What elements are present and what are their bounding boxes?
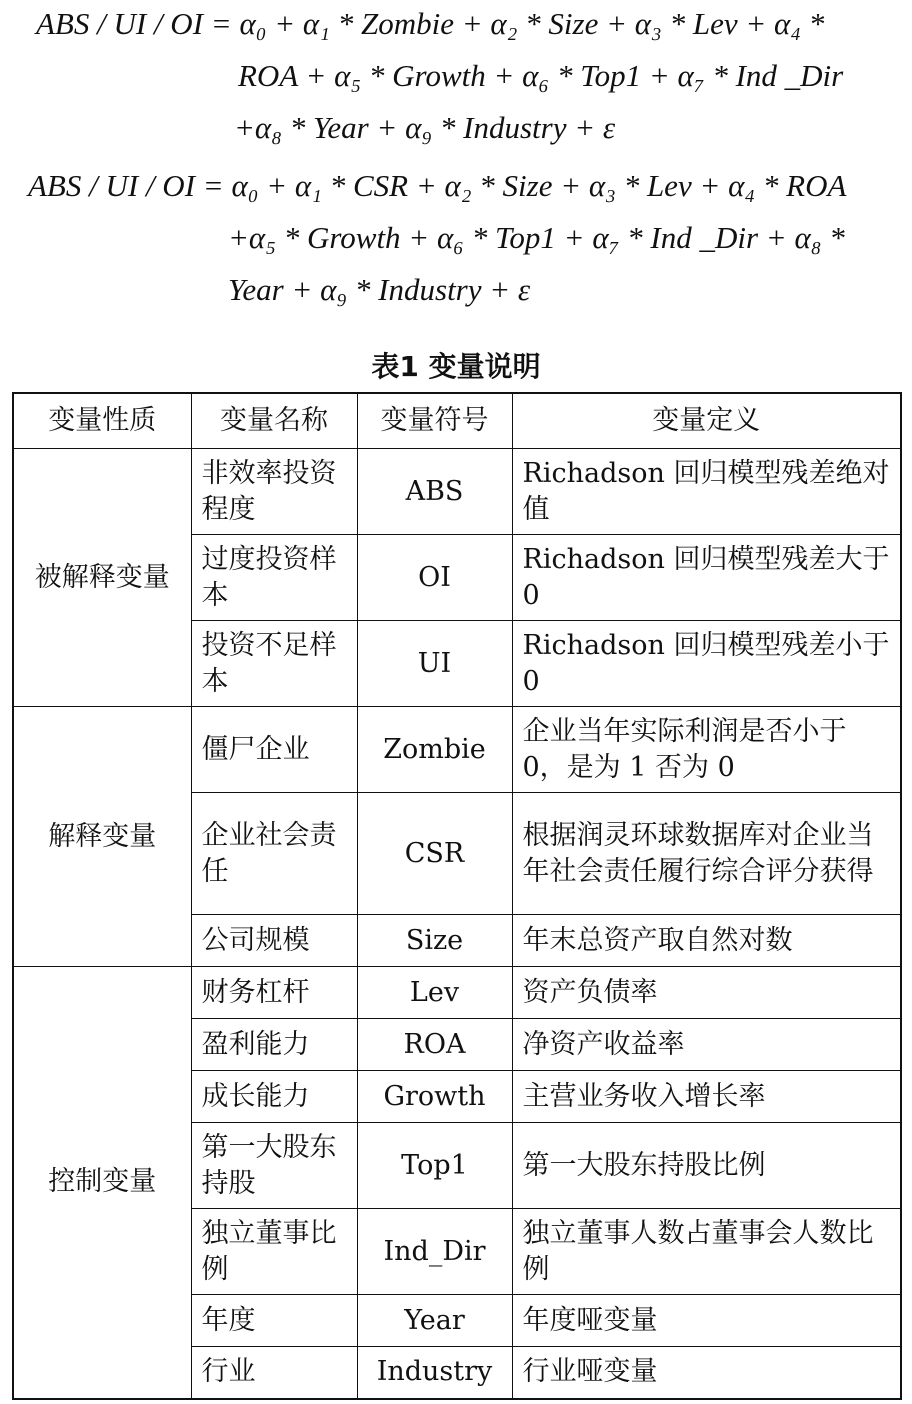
variable-name-cell: 财务杠杆 (191, 967, 357, 1019)
variable-name-cell: 年度 (191, 1295, 357, 1347)
variable-definition-cell: 根据润灵环球数据库对企业当年社会责任履行综合评分获得 (512, 793, 901, 915)
variable-name-cell: 投资不足样本 (191, 621, 357, 707)
table-row (13, 967, 901, 1019)
variable-symbol-cell: Industry (357, 1347, 512, 1399)
variable-symbol-cell: OI (357, 535, 512, 621)
table-header-row (13, 393, 901, 449)
equation-1-line-1: ABS / UI / OI = α₀ + α₁ * Zombie + α₂ * Size + α₃ * Lev + α₄ * (36, 6, 825, 41)
variable-name-cell: 公司规模 (191, 915, 357, 967)
variable-definition-cell: 第一大股东持股比例 (512, 1123, 901, 1209)
variable-name-cell: 行业 (191, 1347, 357, 1399)
variable-definition-cell: 行业哑变量 (512, 1347, 901, 1399)
variable-name-cell: 非效率投资程度 (191, 449, 357, 535)
variable-definition-cell: 独立董事人数占董事会人数比例 (512, 1209, 901, 1295)
variable-name-cell: 第一大股东持股 (191, 1123, 357, 1209)
variable-definition-cell: 净资产收益率 (512, 1019, 901, 1071)
variable-name-cell: 独立董事比例 (191, 1209, 357, 1295)
variable-symbol-cell: ROA (357, 1019, 512, 1071)
variable-nature-cell: 控制变量 (13, 967, 191, 1399)
equation-1-line-2: ROA + α₅ * Growth + α₆ * Top1 + α₇ * Ind _Dir (238, 58, 844, 93)
variable-definition-cell: Richadson 回归模型残差绝对值 (512, 449, 901, 535)
variable-symbol-cell: Lev (357, 967, 512, 1019)
table-body (13, 449, 901, 1399)
table-row (13, 449, 901, 535)
variable-symbol-cell: Size (357, 915, 512, 967)
variable-definition-cell: Richadson 回归模型残差大于 0 (512, 535, 901, 621)
variable-definition-cell: 年度哑变量 (512, 1295, 901, 1347)
variable-table (12, 392, 902, 1400)
table-row (13, 707, 901, 793)
equation-2-line-1: ABS / UI / OI = α₀ + α₁ * CSR + α₂ * Size + α₃ * Lev + α₄ * ROA (28, 168, 847, 203)
header-name: 变量名称 (191, 393, 357, 449)
equation-2-line-2: +α₅ * Growth + α₆ * Top1 + α₇ * Ind _Dir + α₈ * (228, 220, 845, 255)
variable-symbol-cell: Zombie (357, 707, 512, 793)
variable-symbol-cell: Ind_Dir (357, 1209, 512, 1295)
variable-nature-cell: 解释变量 (13, 707, 191, 967)
variable-symbol-cell: Year (357, 1295, 512, 1347)
header-symbol: 变量符号 (357, 393, 512, 449)
variable-nature-cell: 被解释变量 (13, 449, 191, 707)
variable-symbol-cell: Top1 (357, 1123, 512, 1209)
table-caption: 表1 变量说明 (371, 350, 541, 383)
variable-symbol-cell: CSR (357, 793, 512, 915)
variable-name-cell: 成长能力 (191, 1071, 357, 1123)
variable-definition-cell: 主营业务收入增长率 (512, 1071, 901, 1123)
equation-1-line-3: +α₈ * Year + α₉ * Industry + ε (234, 110, 616, 145)
variable-definition-cell: 企业当年实际利润是否小于 0，是为 1 否为 0 (512, 707, 901, 793)
variable-name-cell: 过度投资样本 (191, 535, 357, 621)
variable-symbol-cell: Growth (357, 1071, 512, 1123)
header-definition: 变量定义 (512, 393, 901, 449)
header-nature: 变量性质 (13, 393, 191, 449)
variable-definition-cell: 年末总资产取自然对数 (512, 915, 901, 967)
variable-definition-cell: Richadson 回归模型残差小于 0 (512, 621, 901, 707)
variable-name-cell: 企业社会责任 (191, 793, 357, 915)
variable-name-cell: 盈利能力 (191, 1019, 357, 1071)
variable-symbol-cell: UI (357, 621, 512, 707)
equation-2-line-3: Year + α₉ * Industry + ε (228, 272, 531, 307)
variable-definition-cell: 资产负债率 (512, 967, 901, 1019)
variable-name-cell: 僵尸企业 (191, 707, 357, 793)
variable-symbol-cell: ABS (357, 449, 512, 535)
